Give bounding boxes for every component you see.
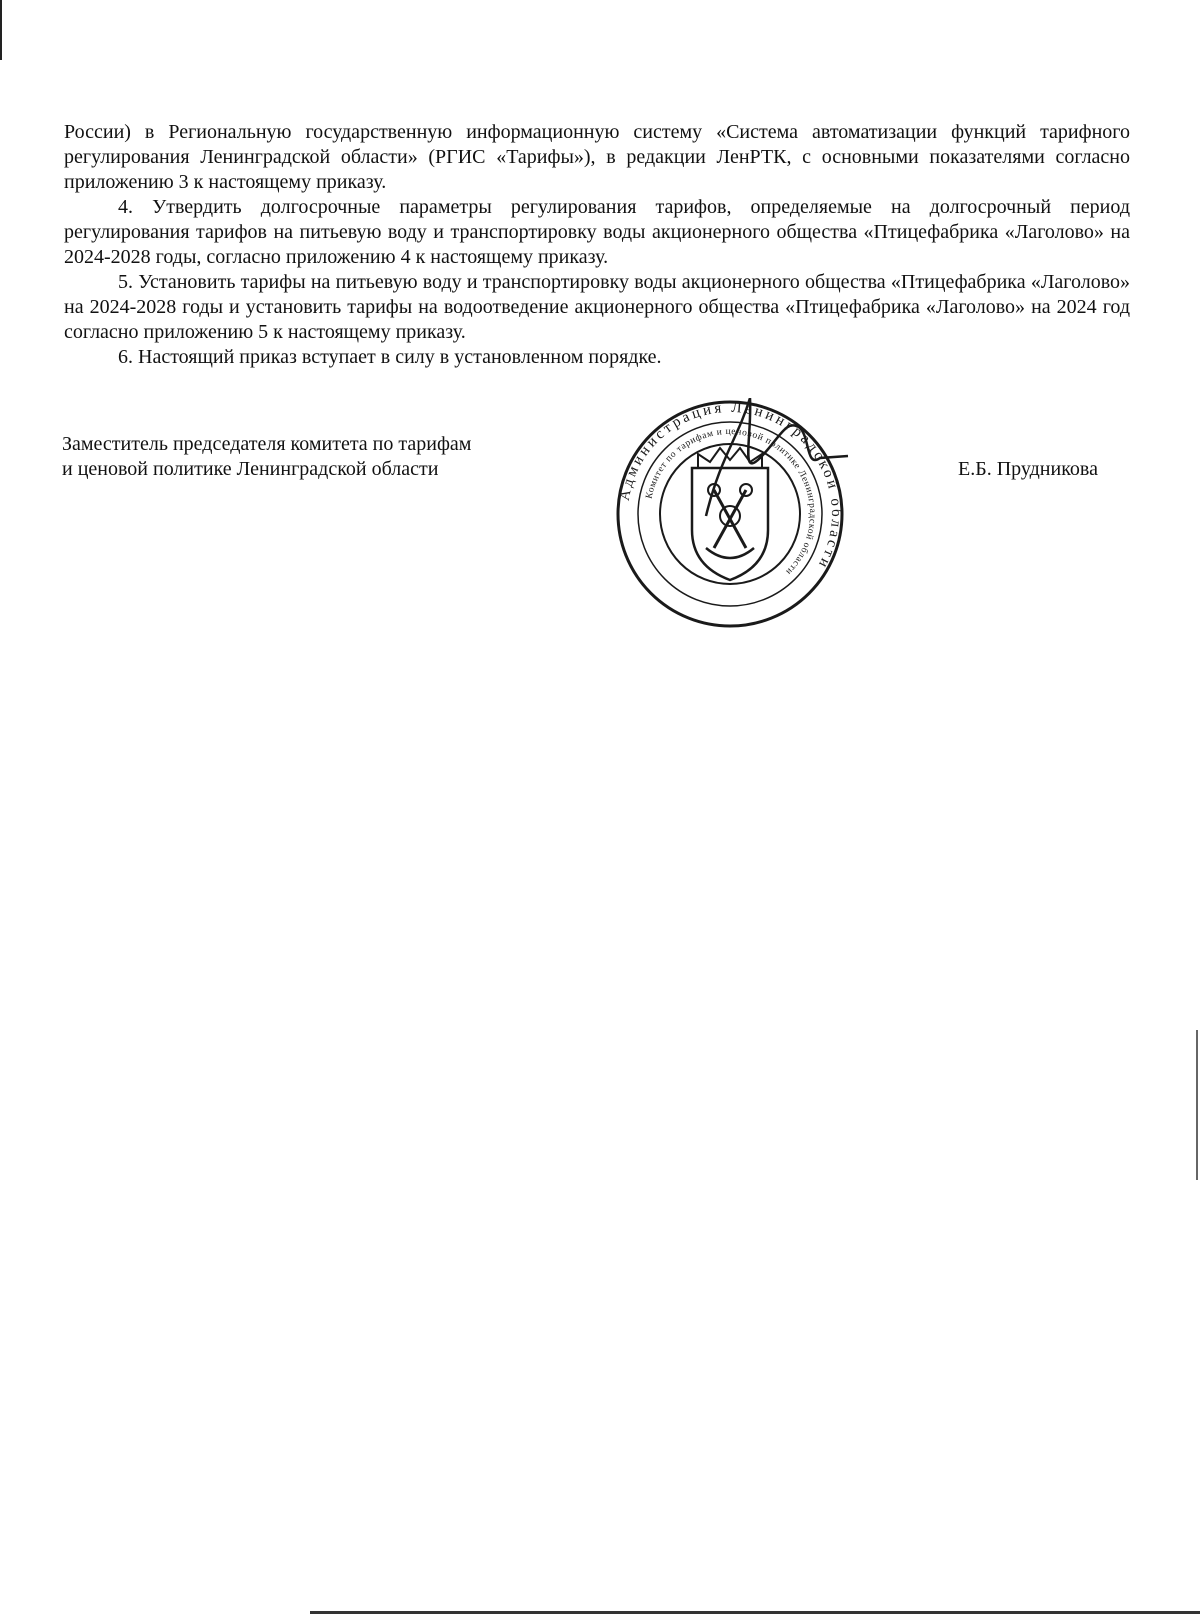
signatory-position-line-2: и ценовой политике Ленинградской области — [62, 458, 439, 480]
scan-edge-right — [1196, 1030, 1198, 1180]
signatory-position — [62, 432, 582, 482]
signatory-position-line-1: Заместитель председателя комитета по тарифам — [62, 433, 472, 455]
official-seal-icon — [610, 398, 850, 630]
paragraph-item-5: 5. Установить тарифы на питьевую воду и транспортировку воды акционерного общества «Птицефабрика «Лаголово» на 2024-2028 годы и установить тарифы на водоотведение акционерного общества «Птицефабрика «Лаголово» на 2024 год согласно приложению 5 к настоящему приказу. — [64, 271, 1130, 343]
signatory-name: Е.Б. Прудникова — [958, 458, 1098, 480]
paragraph-continuation: России) в Региональную государственную информационную систему «Система автоматизации функций тарифного регулирования Ленинградской области» (РГИС «Тарифы»), в редакции ЛенРТК, с основными показателями согласно приложению 3 к настоящему приказу. — [64, 121, 1130, 193]
document-body — [64, 120, 1130, 370]
paragraph-item-4: 4. Утвердить долгосрочные параметры регулирования тарифов, определяемые на долгосрочный период регулирования тарифов на питьевую воду и транспортировку воды акционерного общества «Птицефабрика «Лаголово» на 2024-2028 годы, согласно приложению 4 к настоящему приказу. — [64, 196, 1130, 268]
scan-edge-left — [0, 0, 2, 60]
svg-text:Комитет по тарифам и ценовой п: Комитет по тарифам и ценовой политике Ленинградской области — [644, 426, 818, 577]
svg-text:Администрация Ленинградской об: Администрация Ленинградской области — [616, 399, 845, 573]
paragraph-item-6: 6. Настоящий приказ вступает в силу в установленном порядке. — [118, 346, 662, 368]
scan-edge-bottom — [310, 1611, 1200, 1614]
